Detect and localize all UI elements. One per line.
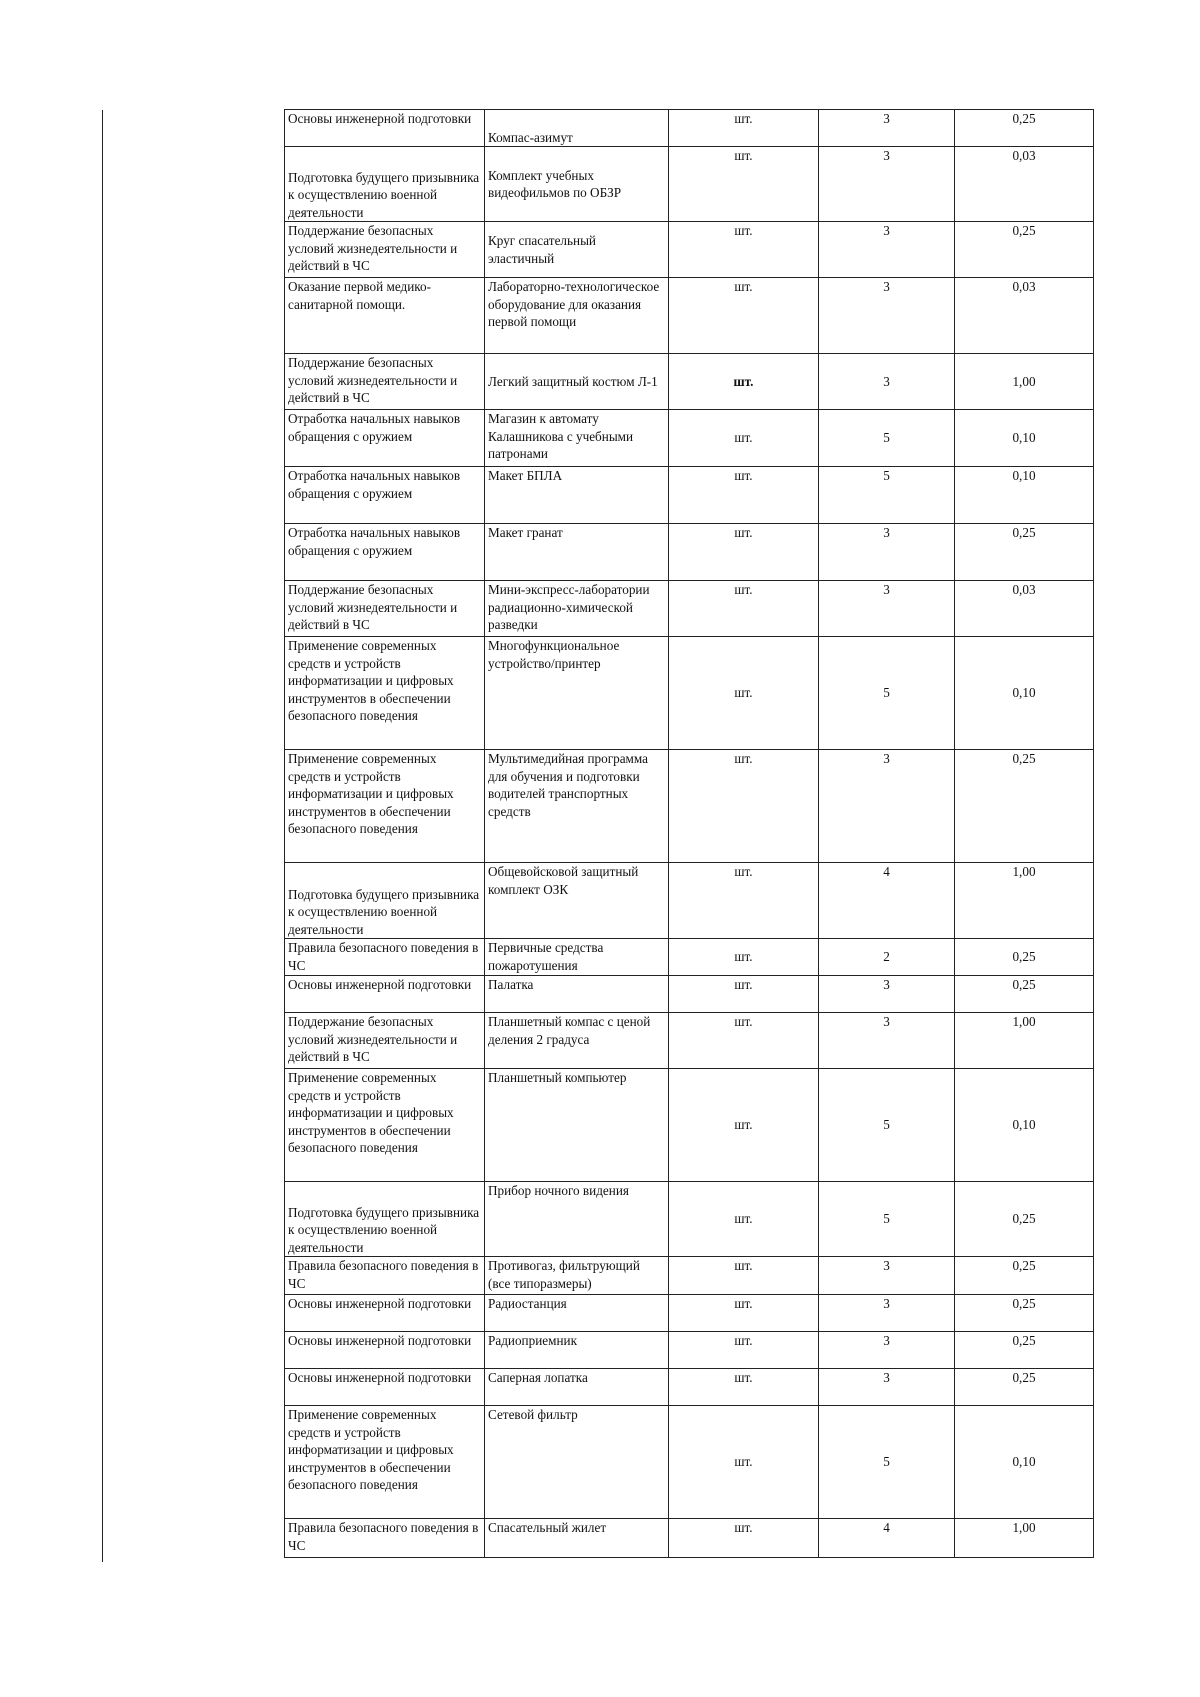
coef-cell: 0,25 — [955, 110, 1094, 147]
section-cell: Применение современных средств и устройств информатизации и цифровых инструментов в обеспечении безопасного поведения — [285, 1406, 485, 1519]
section-cell: Поддержание безопасных условий жизнедеятельности и действий в ЧС — [285, 1013, 485, 1069]
unit-cell: шт. — [669, 581, 819, 637]
section-cell: Поддержание безопасных условий жизнедеятельности и действий в ЧС — [285, 222, 485, 278]
unit-cell: шт. — [669, 637, 819, 750]
unit-cell: шт. — [669, 1295, 819, 1332]
unit-cell: шт. — [669, 110, 819, 147]
section-cell: Поддержание безопасных условий жизнедеятельности и действий в ЧС — [285, 581, 485, 637]
table-row — [285, 939, 1094, 976]
section-cell: Правила безопасного поведения в ЧС — [285, 1257, 485, 1295]
section-cell: Основы инженерной подготовки — [285, 110, 485, 147]
table-row — [285, 278, 1094, 354]
qty-cell: 3 — [819, 1013, 955, 1069]
section-cell: Подготовка будущего призывника к осуществлению военной деятельности — [285, 863, 485, 939]
qty-cell: 3 — [819, 354, 955, 410]
item-cell: Макет гранат — [485, 524, 669, 581]
unit-cell: шт. — [669, 278, 819, 354]
coef-cell: 0,10 — [955, 637, 1094, 750]
table-row — [285, 581, 1094, 637]
item-cell: Лабораторно-технологическое оборудование для оказания первой помощи — [485, 278, 669, 354]
unit-cell: шт. — [669, 147, 819, 222]
table-row — [285, 524, 1094, 581]
item-cell: Первичные средства пожаротушения — [485, 939, 669, 976]
table-row — [285, 1069, 1094, 1182]
coef-cell: 0,25 — [955, 976, 1094, 1013]
unit-cell: шт. — [669, 976, 819, 1013]
section-cell: Правила безопасного поведения в ЧС — [285, 939, 485, 976]
section-cell: Основы инженерной подготовки — [285, 1332, 485, 1369]
section-cell: Основы инженерной подготовки — [285, 976, 485, 1013]
item-cell: Противогаз, фильтрующий (все типоразмеры) — [485, 1257, 669, 1295]
coef-cell: 0,10 — [955, 1069, 1094, 1182]
qty-cell: 3 — [819, 524, 955, 581]
unit-cell: шт. — [669, 863, 819, 939]
item-cell: Радиостанция — [485, 1295, 669, 1332]
unit-cell: шт. — [669, 467, 819, 524]
equipment-table — [284, 109, 1094, 1558]
section-cell: Применение современных средств и устройств информатизации и цифровых инструментов в обеспечении безопасного поведения — [285, 1069, 485, 1182]
section-cell: Подготовка будущего призывника к осуществлению военной деятельности — [285, 147, 485, 222]
qty-cell: 5 — [819, 467, 955, 524]
table-row — [285, 1182, 1094, 1257]
coef-cell: 0,25 — [955, 222, 1094, 278]
qty-cell: 3 — [819, 1332, 955, 1369]
table-row — [285, 637, 1094, 750]
coef-cell: 0,25 — [955, 939, 1094, 976]
section-cell: Подготовка будущего призывника к осуществлению военной деятельности — [285, 1182, 485, 1257]
coef-cell: 0,25 — [955, 1332, 1094, 1369]
qty-cell: 4 — [819, 863, 955, 939]
coef-cell: 1,00 — [955, 1519, 1094, 1558]
qty-cell: 2 — [819, 939, 955, 976]
qty-cell: 5 — [819, 1406, 955, 1519]
table-row — [285, 1295, 1094, 1332]
table-row — [285, 863, 1094, 939]
table-row — [285, 110, 1094, 147]
unit-cell: шт. — [669, 524, 819, 581]
table-row — [285, 410, 1094, 467]
unit-cell: шт. — [669, 1519, 819, 1558]
unit-cell: шт. — [669, 1257, 819, 1295]
unit-cell: шт. — [669, 222, 819, 278]
coef-cell: 0,10 — [955, 467, 1094, 524]
item-cell: Саперная лопатка — [485, 1369, 669, 1406]
table-row — [285, 1332, 1094, 1369]
item-cell: Многофункциональное устройство/принтер — [485, 637, 669, 750]
item-cell: Палатка — [485, 976, 669, 1013]
section-cell: Основы инженерной подготовки — [285, 1295, 485, 1332]
item-cell: Прибор ночного видения — [485, 1182, 669, 1257]
coef-cell: 0,25 — [955, 1369, 1094, 1406]
qty-cell: 3 — [819, 110, 955, 147]
qty-cell: 3 — [819, 1369, 955, 1406]
qty-cell: 3 — [819, 1295, 955, 1332]
item-cell: Спасательный жилет — [485, 1519, 669, 1558]
coef-cell: 0,25 — [955, 1295, 1094, 1332]
qty-cell: 3 — [819, 278, 955, 354]
section-cell: Оказание первой медико-санитарной помощи. — [285, 278, 485, 354]
item-cell: Планшетный компас с ценой деления 2 градуса — [485, 1013, 669, 1069]
table-row — [285, 1406, 1094, 1519]
coef-cell: 1,00 — [955, 1013, 1094, 1069]
coef-cell: 0,03 — [955, 278, 1094, 354]
unit-cell: шт. — [669, 1182, 819, 1257]
table-row — [285, 222, 1094, 278]
unit-cell: шт. — [669, 1013, 819, 1069]
qty-cell: 4 — [819, 1519, 955, 1558]
qty-cell: 5 — [819, 637, 955, 750]
item-cell: Радиоприемник — [485, 1332, 669, 1369]
item-cell: Мультимедийная программа для обучения и подготовки водителей транспортных средств — [485, 750, 669, 863]
unit-cell: шт. — [669, 354, 819, 410]
qty-cell: 3 — [819, 1257, 955, 1295]
unit-cell: шт. — [669, 1369, 819, 1406]
table-row — [285, 1013, 1094, 1069]
section-cell: Основы инженерной подготовки — [285, 1369, 485, 1406]
item-cell: Компас-азимут — [485, 110, 669, 147]
coef-cell: 0,10 — [955, 410, 1094, 467]
qty-cell: 3 — [819, 581, 955, 637]
table-row — [285, 976, 1094, 1013]
coef-cell: 0,10 — [955, 1406, 1094, 1519]
item-cell: Легкий защитный костюм Л-1 — [485, 354, 669, 410]
coef-cell: 0,25 — [955, 524, 1094, 581]
unit-cell: шт. — [669, 939, 819, 976]
item-cell: Мини-экспресс-лаборатории радиационно-химической разведки — [485, 581, 669, 637]
table-row — [285, 1257, 1094, 1295]
table-row — [285, 147, 1094, 222]
table-row — [285, 354, 1094, 410]
coef-cell: 0,03 — [955, 147, 1094, 222]
item-cell: Макет БПЛА — [485, 467, 669, 524]
table-row — [285, 467, 1094, 524]
qty-cell: 3 — [819, 147, 955, 222]
section-cell: Правила безопасного поведения в ЧС — [285, 1519, 485, 1558]
unit-cell: шт. — [669, 410, 819, 467]
margin-line — [102, 110, 103, 1562]
coef-cell: 1,00 — [955, 863, 1094, 939]
unit-cell: шт. — [669, 1069, 819, 1182]
table-row — [285, 750, 1094, 863]
item-cell: Сетевой фильтр — [485, 1406, 669, 1519]
section-cell: Применение современных средств и устройств информатизации и цифровых инструментов в обеспечении безопасного поведения — [285, 750, 485, 863]
qty-cell: 5 — [819, 1069, 955, 1182]
section-cell: Отработка начальных навыков обращения с оружием — [285, 467, 485, 524]
qty-cell: 3 — [819, 222, 955, 278]
coef-cell: 0,25 — [955, 1257, 1094, 1295]
unit-cell: шт. — [669, 1406, 819, 1519]
coef-cell: 1,00 — [955, 354, 1094, 410]
table-row — [285, 1519, 1094, 1558]
qty-cell: 5 — [819, 410, 955, 467]
qty-cell: 3 — [819, 976, 955, 1013]
item-cell: Круг спасательный эластичный — [485, 222, 669, 278]
item-cell: Магазин к автомату Калашникова с учебными патронами — [485, 410, 669, 467]
unit-cell: шт. — [669, 1332, 819, 1369]
coef-cell: 0,03 — [955, 581, 1094, 637]
qty-cell: 5 — [819, 1182, 955, 1257]
item-cell: Планшетный компьютер — [485, 1069, 669, 1182]
qty-cell: 3 — [819, 750, 955, 863]
section-cell: Применение современных средств и устройств информатизации и цифровых инструментов в обеспечении безопасного поведения — [285, 637, 485, 750]
section-cell: Поддержание безопасных условий жизнедеятельности и действий в ЧС — [285, 354, 485, 410]
section-cell: Отработка начальных навыков обращения с оружием — [285, 524, 485, 581]
coef-cell: 0,25 — [955, 750, 1094, 863]
coef-cell: 0,25 — [955, 1182, 1094, 1257]
section-cell: Отработка начальных навыков обращения с оружием — [285, 410, 485, 467]
unit-cell: шт. — [669, 750, 819, 863]
item-cell: Комплект учебных видеофильмов по ОБЗР — [485, 147, 669, 222]
item-cell: Общевойсковой защитный комплект ОЗК — [485, 863, 669, 939]
table-row — [285, 1369, 1094, 1406]
